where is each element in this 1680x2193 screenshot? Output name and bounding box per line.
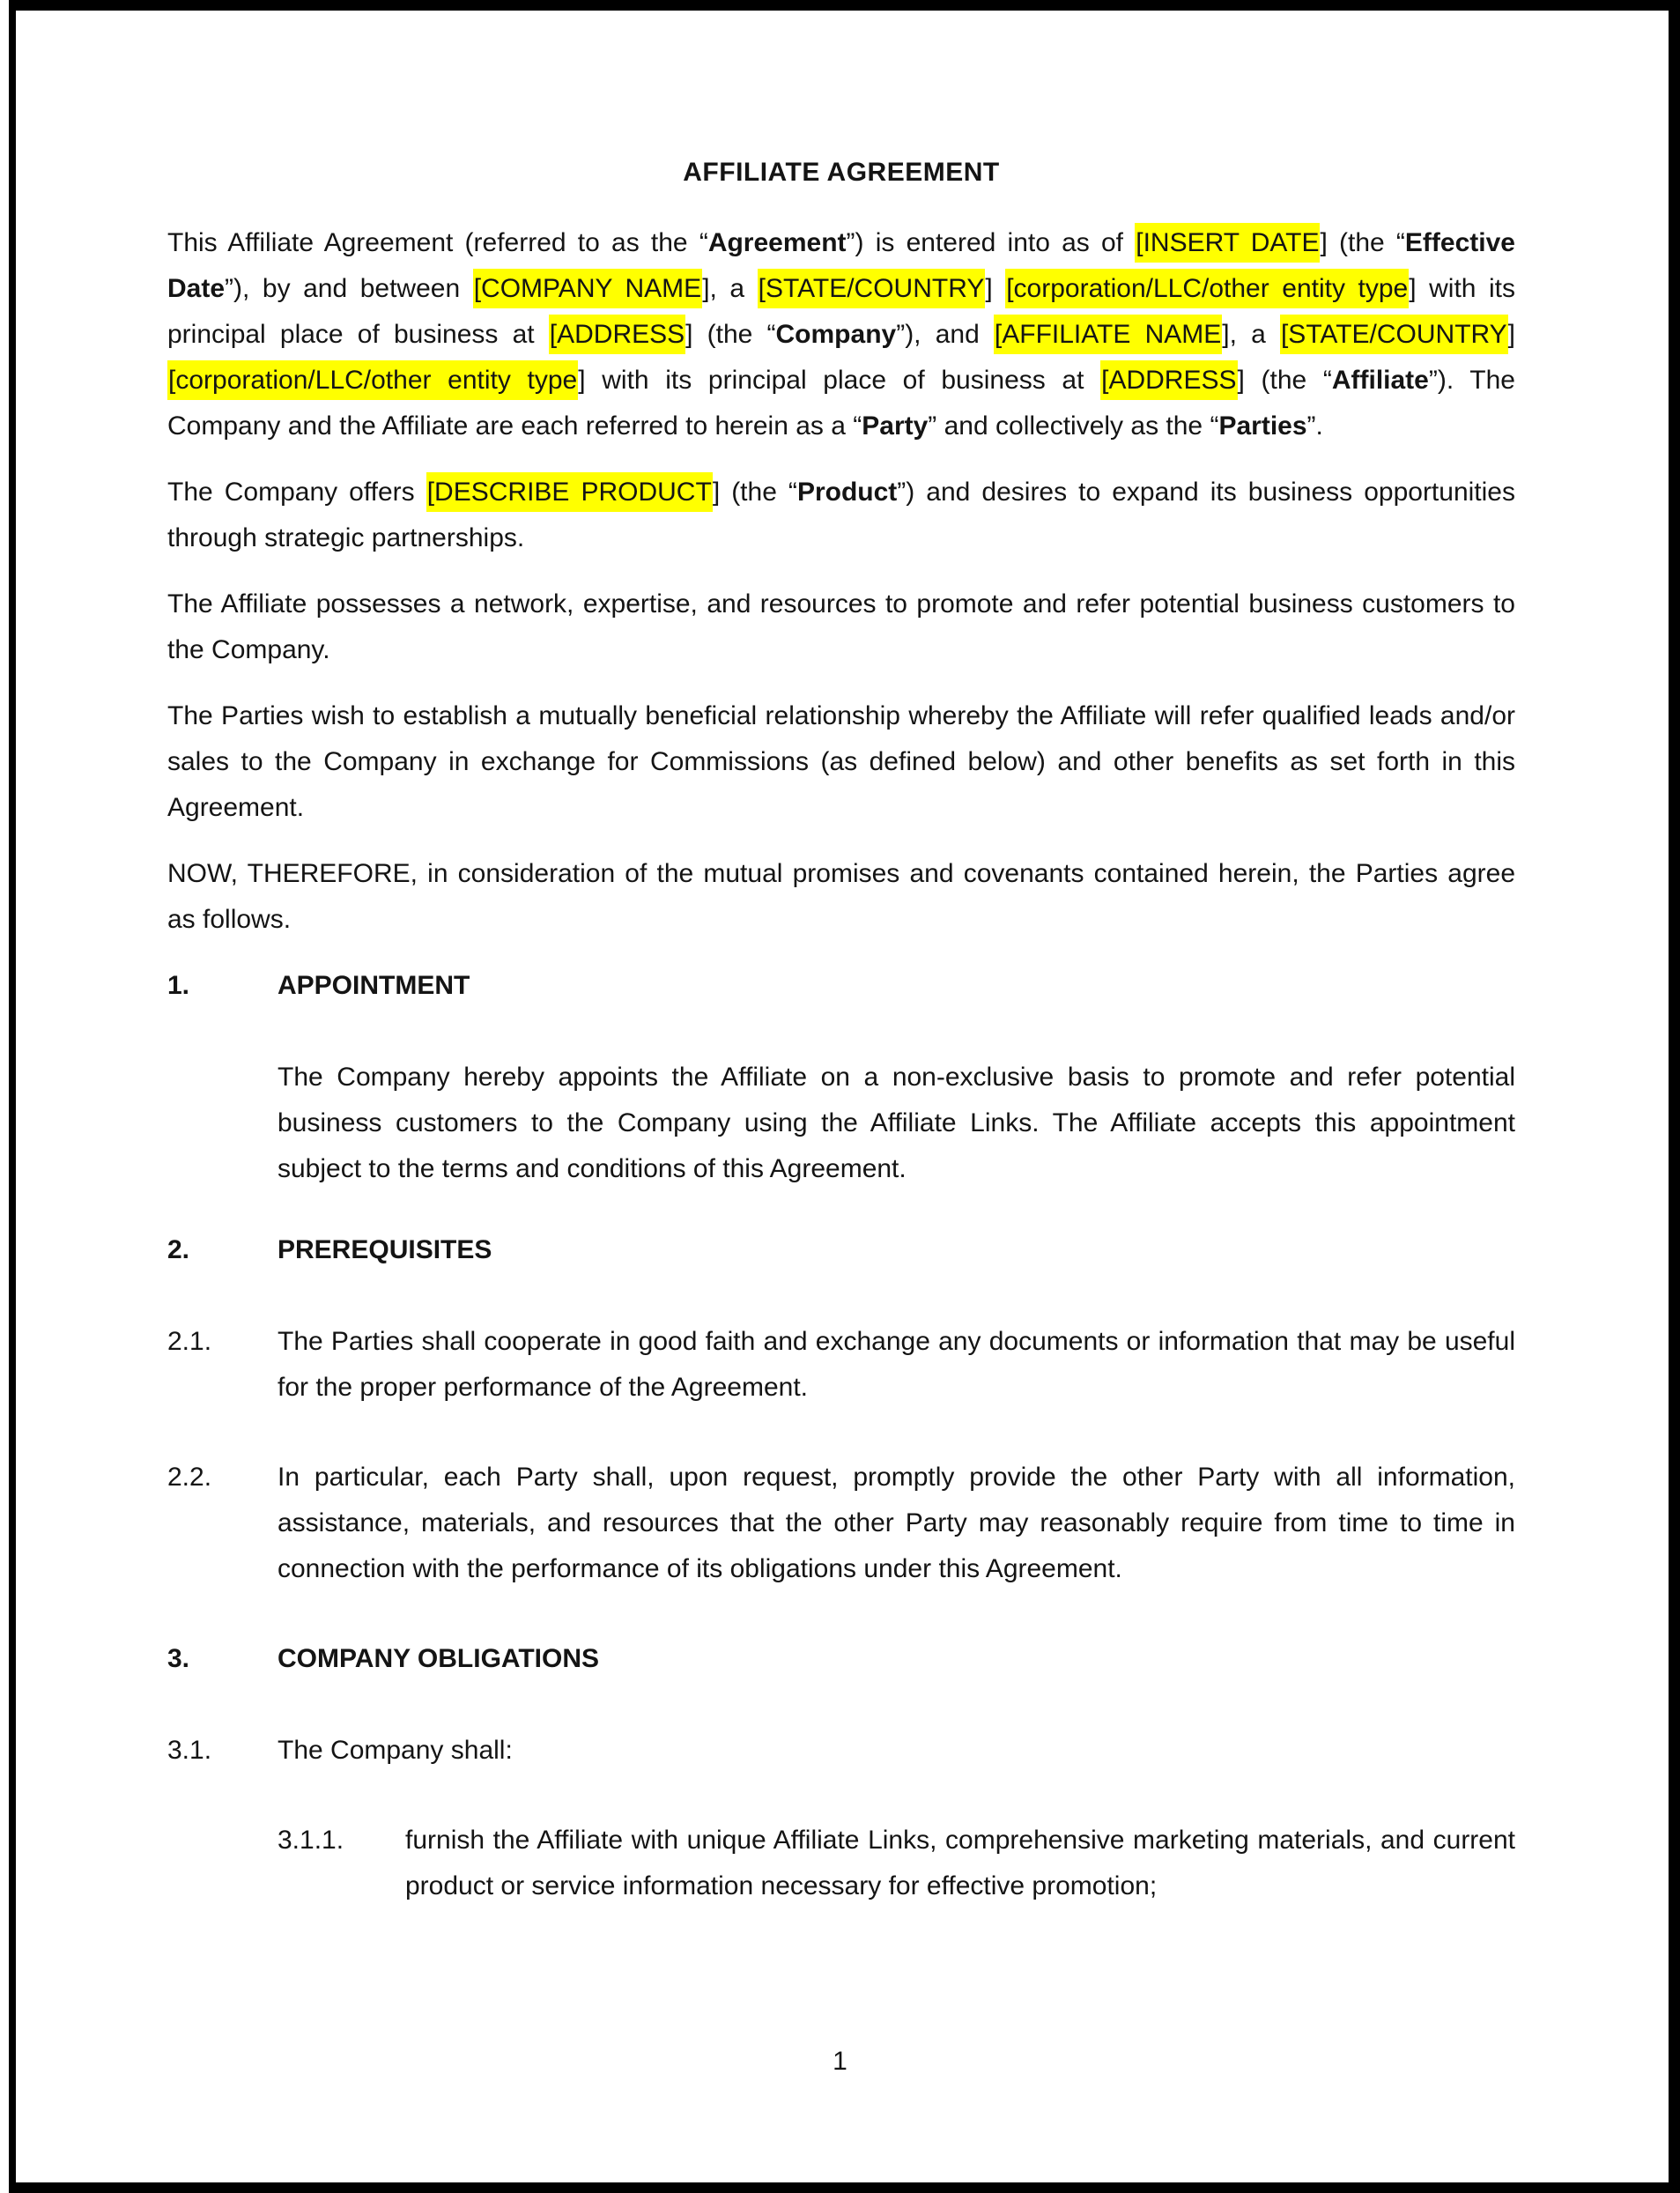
highlighted-placeholder: [ADDRESS [1100, 360, 1237, 400]
section-3-number: 3. [167, 1644, 190, 1673]
highlighted-placeholder: [ADDRESS [549, 315, 685, 354]
clause-2-2-number: 2.2. [167, 1463, 212, 1492]
section-2-title: PREREQUISITES [278, 1235, 492, 1264]
section-3-heading [167, 1636, 1515, 1682]
preamble-paragraph-1: This Affiliate Agreement (referred to as the “Agreement”) is entered into as of [INSERT DATE] (the “Effective Date”), by and between [COMPANY NAME], a [STATE/COUNTRY] [corporation/LLC/other entity type] with its principal place of business at [ADDRESS] (the “Company”), and [AFFILIATE NAME], a [STATE/COUNTRY] [corporation/LLC/other entity type] with its principal place of business at [ADDRESS] (the “Affiliate”). The Company and the Affiliate are each referred to herein as a “Party” and collectively as the “Parties”. [167, 220, 1515, 449]
document-body [167, 150, 1515, 1953]
clause-3-1-1-number: 3.1.1. [278, 1826, 344, 1855]
clause-3-1-text: The Company shall: [278, 1736, 513, 1765]
preamble-paragraph-4: The Parties wish to establish a mutually beneficial relationship whereby the Affiliate will refer qualified leads and/or sales to the Company in exchange for Commissions (as defined below) and other benefits as set forth in this Agreement. [167, 701, 1515, 822]
section-2-heading [167, 1227, 1515, 1273]
clause-3-1-number: 3.1. [167, 1736, 212, 1765]
highlighted-placeholder: [STATE/COUNTRY [1280, 315, 1508, 354]
clause-2-1-number: 2.1. [167, 1327, 212, 1356]
clause-3-1 [167, 1728, 1515, 1774]
clause-2-2-text: In particular, each Party shall, upon request, promptly provide the other Party with all information, assistance, materials, and resources that the other Party may reasonably require from time to time in connection with the performance of its obligations under this Agreement. [278, 1463, 1515, 1583]
preamble-paragraph-2: The Company offers [DESCRIBE PRODUCT] (the “Product”) and desires to expand its business opportunities through strategic partnerships. [167, 470, 1515, 561]
section-1-body: The Company hereby appoints the Affiliate on a non-exclusive basis to promote and refer potential business customers to the Company using the Affiliate Links. The Affiliate accepts this appointment subject to the terms and conditions of this Agreement. [278, 1063, 1515, 1183]
highlighted-placeholder: [COMPANY NAME [473, 269, 702, 308]
highlighted-placeholder: [STATE/COUNTRY [758, 269, 986, 308]
clause-2-1-text: The Parties shall cooperate in good faith and exchange any documents or information that may be useful for the proper performance of the Agreement. [278, 1327, 1515, 1402]
highlighted-placeholder: [corporation/LLC/other entity type [167, 360, 578, 400]
highlighted-placeholder: [AFFILIATE NAME [994, 315, 1222, 354]
section-3-title: COMPANY OBLIGATIONS [278, 1644, 600, 1673]
highlighted-placeholder: [INSERT DATE [1135, 223, 1320, 263]
highlighted-placeholder: [corporation/LLC/other entity type [1005, 269, 1409, 308]
section-1-heading [167, 963, 1515, 1009]
section-2-number: 2. [167, 1235, 190, 1264]
highlighted-placeholder: [DESCRIBE PRODUCT [426, 472, 713, 512]
preamble-paragraph-5: NOW, THEREFORE, in consideration of the mutual promises and covenants contained herein, the Parties agree as follows. [167, 859, 1515, 934]
clause-2-2 [167, 1455, 1515, 1592]
page-number: 1 [833, 2047, 847, 2076]
clause-3-1-1 [167, 1818, 1515, 1909]
clause-2-1 [167, 1319, 1515, 1411]
document-title: AFFILIATE AGREEMENT [683, 158, 1000, 187]
preamble-paragraph-3: The Affiliate possesses a network, expertise, and resources to promote and refer potential business customers to the Company. [167, 589, 1515, 664]
section-1-number: 1. [167, 971, 190, 1000]
section-1-title: APPOINTMENT [278, 971, 470, 1000]
clause-3-1-1-text: furnish the Affiliate with unique Affiliate Links, comprehensive marketing materials, and current product or service information necessary for effective promotion; [405, 1826, 1515, 1900]
